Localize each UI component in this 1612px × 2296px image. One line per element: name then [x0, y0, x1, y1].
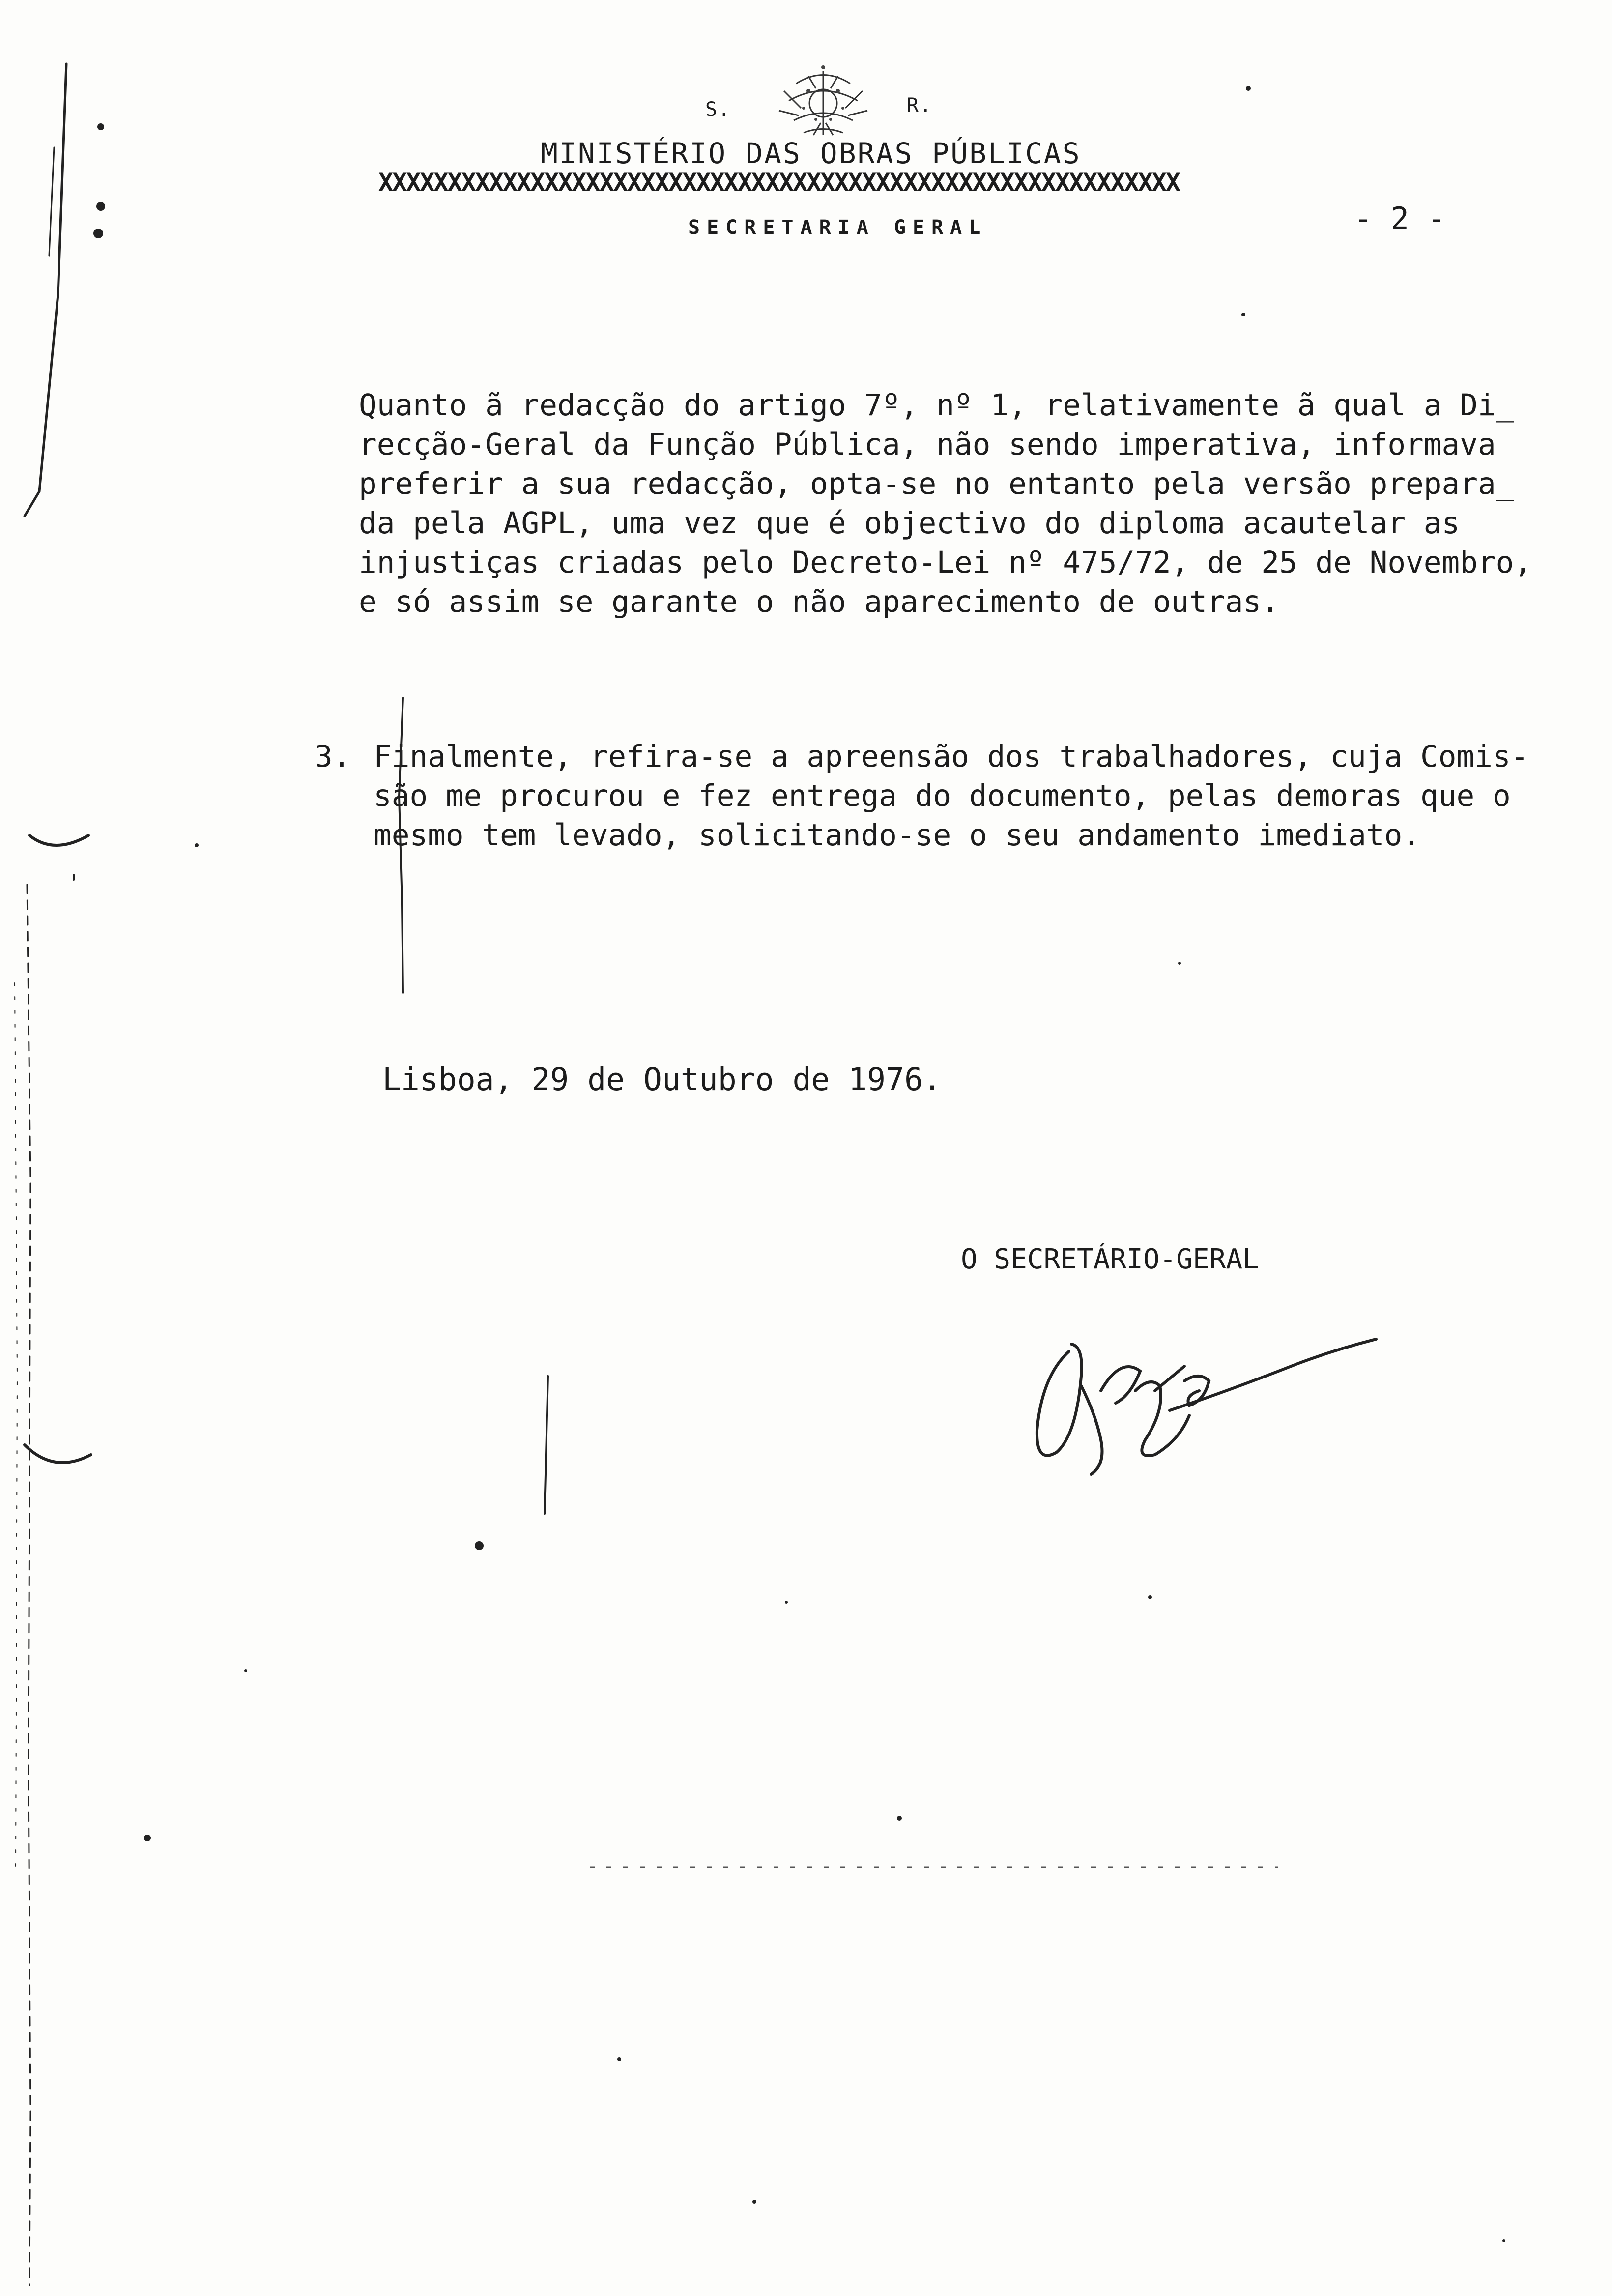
paragraph-line: mesmo tem levado, solicitando-se o seu andamento imediato. — [374, 818, 1421, 853]
seal-letter-s: S. — [705, 98, 731, 121]
item-text — [374, 737, 1529, 855]
signer-title: O SECRETÁRIO-GERAL — [961, 1243, 1259, 1275]
item-number: 3. — [315, 739, 351, 774]
ministry-title: MINISTÉRIO DAS OBRAS PÚBLICAS — [541, 137, 1081, 170]
paragraph-line: Finalmente, refira-se a apreensão dos trabalhadores, cuja Comis- — [374, 739, 1529, 774]
paragraph-line: e só assim se garante o não aparecimento de outras. — [359, 584, 1279, 619]
paragraph-redaccao — [359, 386, 1532, 622]
paragraph-line: injustiças criadas pelo Decreto-Lei nº 475/72, de 25 de Novembro, — [359, 545, 1532, 580]
page-number: - 2 - — [1354, 201, 1446, 236]
struck-out-line: XXXXXXXXXXXXXXXXXXXXXXXXXXXXXXXXXXXXXXXXXXXXXXXXXXXXXXXXXX — [378, 168, 1180, 197]
coat-of-arms-seal — [749, 61, 897, 145]
department-heading: SECRETARIA GERAL — [688, 216, 988, 239]
paragraph-line: da pela AGPL, uma vez que é objectivo do diploma acautelar as — [359, 506, 1460, 541]
paragraph-line: recção-Geral da Função Pública, não sendo imperativa, informava — [359, 427, 1496, 462]
paragraph-line: Quanto ã redacção do artigo 7º, nº 1, relativamente ã qual a Di_ — [359, 388, 1514, 423]
place-and-date: Lisboa, 29 de Outubro de 1976. — [382, 1062, 942, 1097]
handwritten-signature — [1022, 1317, 1386, 1479]
seal-letter-r: R. — [907, 94, 933, 117]
paragraph-line: preferir a sua redacção, opta-se no entanto pela versão prepara_ — [359, 466, 1514, 501]
paragraph-line: são me procurou e fez entrega do documento, pelas demoras que o — [374, 778, 1511, 813]
